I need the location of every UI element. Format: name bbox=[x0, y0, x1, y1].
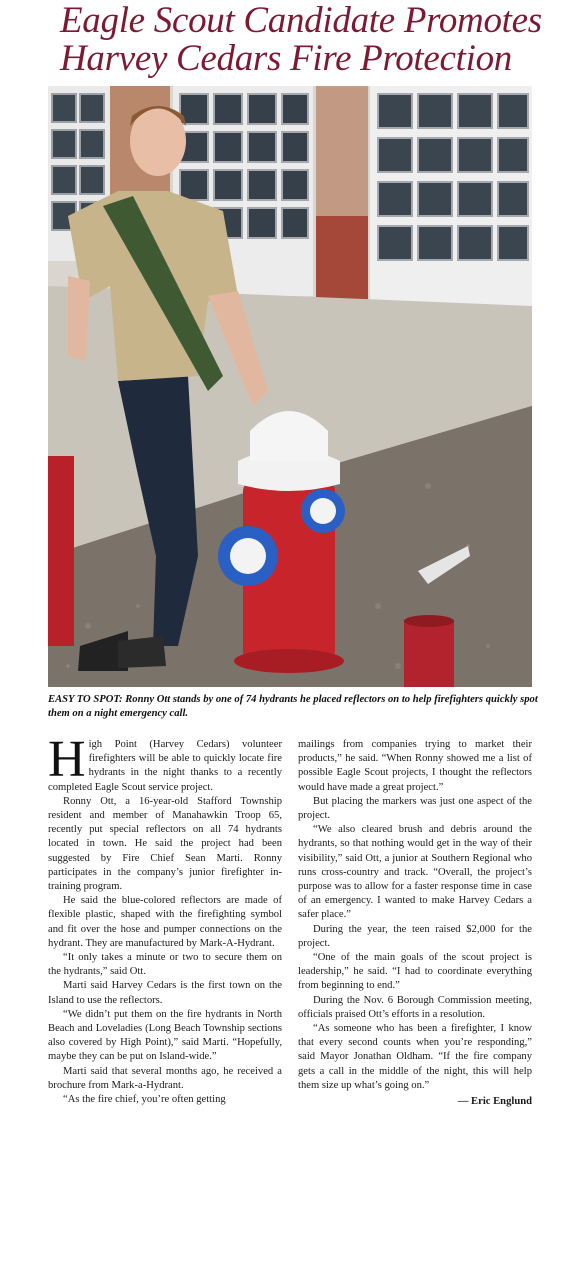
article-column-left bbox=[48, 731, 282, 1107]
article-paragraph: “It only takes a minute or two to secure them on the hydrants,” said Ott. bbox=[48, 952, 282, 978]
drop-cap: H bbox=[48, 731, 86, 788]
article-paragraph: Marti said that several months ago, he received a brochure from Mark-a-Hydrant. bbox=[48, 1065, 282, 1091]
article-paragraph: Ronny Ott, a 16-year-old Stafford Township resident and member of Manahawkin Troop 65, recently put special reflectors on all 74 hydrants located in town. He said the project had been suggested by Fire Chief Sean Marti. Ronny participates in the company’s junior firefighter in-training program. bbox=[48, 795, 282, 893]
article-paragraph bbox=[48, 731, 282, 795]
article-paragraph: mailings from companies trying to market their products,” he said. “When Ronny showed me a list of possible Eagle Scout projects, I thought the reflectors would have made a great project.” bbox=[298, 739, 532, 793]
headline-line-1: Eagle Scout Candidate Promotes bbox=[60, 0, 542, 41]
article-column-right bbox=[298, 738, 532, 1109]
photo-scout-with-hydrant bbox=[48, 86, 532, 687]
article-paragraph-text: igh Point (Harvey Cedars) volunteer firefighters will be able to quickly locate fire hydrants in the night thanks to a recently completed Eagle Scout service project. bbox=[48, 739, 282, 793]
byline: — Eric Englund bbox=[457, 1096, 532, 1108]
article-paragraph: During the year, the teen raised $2,000 for the project. bbox=[298, 923, 532, 949]
article-paragraph: “We didn’t put them on the fire hydrants in North Beach and Loveladies (Long Beach Township sections also covered by High Point),” said Marti. “Hopefully, maybe they can be put on Island-wide.” bbox=[48, 1008, 282, 1063]
headline-line-2: Harvey Cedars Fire Protection bbox=[60, 38, 512, 79]
article-paragraph: “As the fire chief, you’re often getting bbox=[63, 1094, 226, 1106]
article-paragraph: He said the blue-colored reflectors are made of flexible plastic, shaped with the firefighting symbol and fit over the hose and pumper connections on the hydrant. They are manufactured by Mark-A-Hydrant. bbox=[48, 895, 282, 949]
headline bbox=[60, 2, 560, 78]
article-paragraph: “We also cleared brush and debris around the hydrants, so that nothing would get in the way of their visibility,” said Ott, a junior at Southern Regional who runs cross-country and track. “Overall, the project’s purpose was to allow for a faster response time in case of an emergency. I wanted to make Harvey Cedars a safer place.” bbox=[298, 824, 532, 921]
article-paragraph: “One of the main goals of the scout project is leadership,” he said. “I had to coordinate everything from beginning to end.” bbox=[298, 952, 532, 992]
article-paragraph: During the Nov. 6 Borough Commission meeting, officials praised Ott’s efforts in a resolution. bbox=[298, 994, 532, 1020]
article-paragraph: “As someone who has been a firefighter, I know that every second counts when you’re responding,” said Mayor Jonathan Oldham. “If the fire company gets a call in the middle of the night, this will help them size up what’s going on.” bbox=[298, 1023, 532, 1091]
article-paragraph: But placing the markers was just one aspect of the project. bbox=[298, 795, 532, 822]
article-paragraph: Marti said Harvey Cedars is the first town on the Island to use the reflectors. bbox=[48, 980, 282, 1006]
photo-caption: EASY TO SPOT: Ronny Ott stands by one of 74 hydrants he placed reflectors on to help firefighters quickly spot them on a night emergency call. bbox=[48, 694, 538, 719]
